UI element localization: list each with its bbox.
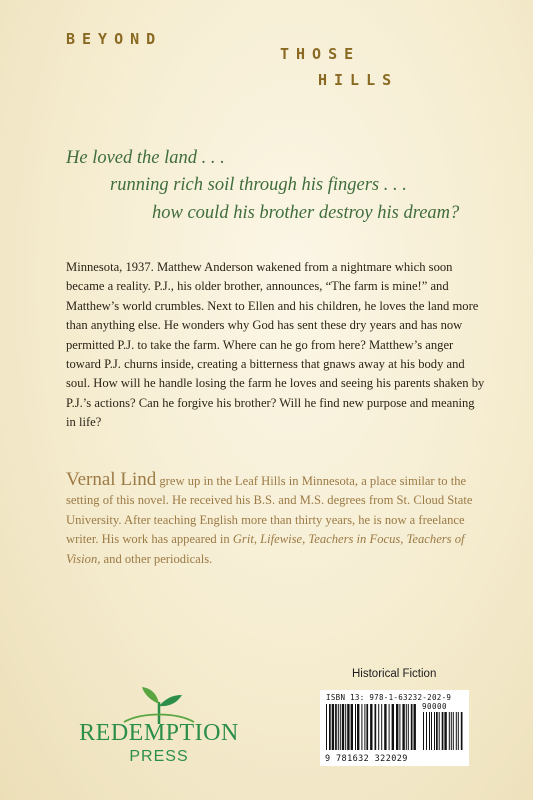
barcode-bars-main <box>325 704 417 750</box>
genre-label: Historical Fiction <box>352 668 437 680</box>
publisher-name-sub: PRESS <box>129 748 189 765</box>
sprout-icon <box>64 684 254 724</box>
tagline-line-3: how could his brother destroy his dream? <box>152 203 460 223</box>
tagline-line-2: running rich soil through his fingers . . . <box>110 175 407 195</box>
title-word-those: THOSE <box>280 45 361 63</box>
book-blurb: Minnesota, 1937. Matthew Anderson wakened from a nightmare which soon became a reality. P.J., his older brother, announces, “The farm is mine!” and Matthew’s world crumbles. Next to Ellen and his children, he loves the land more than anything else. He wonders why God has sent these dry years and has now permitted P.J. to take the farm. Where can he go from here? Matthew’s anger toward P.J. churns inside, creating a bitterness that gnaws away at his body and soul. How will he handle losing the farm he loves and seeing his parents shaken by P.J.’s actions? Can he forgive his brother? Will he find new purpose and meaning in life? <box>66 260 485 430</box>
title-word-beyond: BEYOND <box>66 30 163 48</box>
author-name: Vernal Lind <box>66 469 157 490</box>
title-word-hills: HILLS <box>318 71 399 89</box>
author-bio-text-1: grew up in the Leaf Hills in Minnesota, a place similar to the setting of this novel. He received his B.S. and M.S. degrees from St. Cloud State University. After teaching English more than thirty years, he is now a freelance writer. His work has appeared in <box>66 474 473 547</box>
publisher-logo <box>64 684 254 774</box>
isbn-label: ISBN 13: 978-1-63232-202-9 <box>326 693 452 702</box>
barcode-bars-addon <box>422 712 464 750</box>
price-code: 90000 <box>422 702 448 711</box>
barcode-digits: 9 781632 322029 <box>325 754 408 764</box>
author-bio <box>66 470 486 569</box>
publisher-name: REDEMPTION <box>79 720 239 746</box>
author-bio-text-2: and other periodicals. <box>100 551 213 566</box>
tagline-line-1: He loved the land . . . <box>66 148 225 168</box>
author-periodicals: Grit, Lifewise, Teachers in Focus, Teachers of Vision, <box>66 532 465 566</box>
barcode <box>320 690 469 766</box>
